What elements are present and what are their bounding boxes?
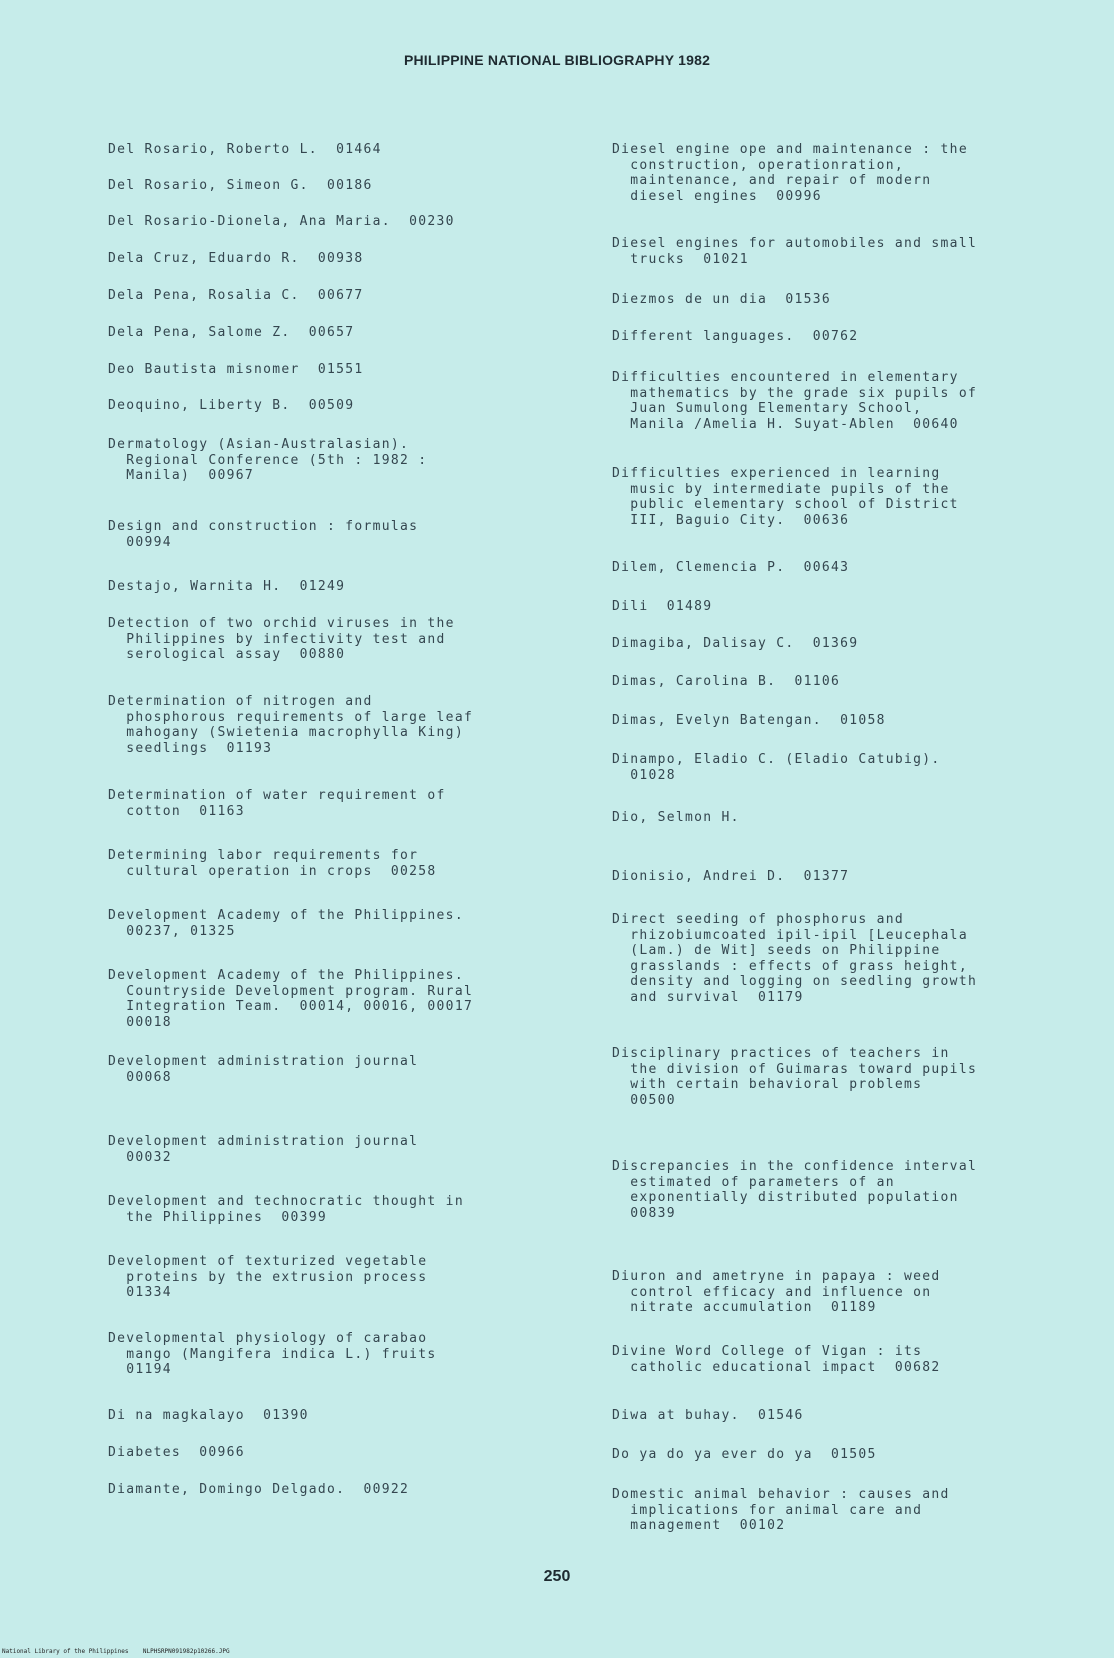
index-entry: Dio, Selmon H.	[612, 810, 740, 825]
index-entry: Determination of nitrogen and phosphorous requirements of large leaf mahogany (Swietenia macrophylla King) seedlings 01193	[108, 694, 474, 756]
index-entry: Development and technocratic thought in the Philippines 00399	[108, 1194, 464, 1225]
index-entry: Development Academy of the Philippines. 00237, 01325	[108, 908, 464, 939]
index-entry: Disciplinary practices of teachers in the division of Guimaras toward pupils with certain behavioral problems 00500	[612, 1046, 978, 1108]
index-entry: Determination of water requirement of cotton 01163	[108, 788, 446, 819]
index-entry: Diamante, Domingo Delgado. 00922	[108, 1482, 410, 1497]
index-entry: Developmental physiology of carabao mango (Mangifera indica L.) fruits 01194	[108, 1331, 437, 1377]
index-entry: Diabetes 00966	[108, 1445, 245, 1460]
index-entry: Development administration journal 00068	[108, 1054, 419, 1085]
index-entry: Dela Pena, Salome Z. 00657	[108, 325, 355, 340]
page-number: 250	[543, 1568, 571, 1585]
index-entry: Domestic animal behavior : causes and implications for animal care and management 00102	[612, 1487, 950, 1533]
index-entry: Dimas, Evelyn Batengan. 01058	[612, 713, 886, 728]
index-entry: Direct seeding of phosphorus and rhizobiumcoated ipil-ipil [Leucephala (Lam.) de Wit] seeds on Philippine grasslands : effects of grass height, density and logging on seedling growth and survival 01179	[612, 912, 978, 1005]
index-entry: Difficulties experienced in learning music by intermediate pupils of the public elementary school of District III, Baguio City. 00636	[612, 466, 959, 528]
index-entry: Do ya do ya ever do ya 01505	[612, 1447, 877, 1462]
index-entry: Dilem, Clemencia P. 00643	[612, 560, 850, 575]
index-entry: Detection of two orchid viruses in the Philippines by infectivity test and serological assay 00880	[108, 616, 455, 662]
index-entry: Dinampo, Eladio C. (Eladio Catubig). 01028	[612, 752, 941, 783]
index-entry: Difficulties encountered in elementary mathematics by the grade six pupils of Juan Sumulong Elementary School, Manila /Amelia H. Suyat-Ablen 00640	[612, 370, 978, 432]
index-entry: Dela Pena, Rosalia C. 00677	[108, 288, 364, 303]
index-entry: Dela Cruz, Eduardo R. 00938	[108, 251, 364, 266]
index-entry: Development Academy of the Philippines. Countryside Development program. Rural Integration Team. 00014, 00016, 00017 00018	[108, 968, 474, 1030]
index-entry: Dili 01489	[612, 599, 713, 614]
index-entry: Deoquino, Liberty B. 00509	[108, 398, 355, 413]
index-entry: Del Rosario-Dionela, Ana Maria. 00230	[108, 214, 455, 229]
index-entry: Destajo, Warnita H. 01249	[108, 579, 346, 594]
index-entry: Dermatology (Asian-Australasian). Regional Conference (5th : 1982 : Manila) 00967	[108, 437, 428, 483]
index-entry: Determining labor requirements for cultural operation in crops 00258	[108, 848, 437, 879]
index-entry: Diezmos de un dia 01536	[612, 292, 832, 307]
scan-provenance-caption: National Library of the Philippines NLPHSRPN091982p10266.JPG	[2, 1648, 230, 1655]
page-header: PHILIPPINE NATIONAL BIBLIOGRAPHY 1982	[403, 52, 711, 68]
index-entry: Diesel engine ope and maintenance : the construction, operationration, maintenance, and repair of modern diesel engines 00996	[612, 142, 968, 204]
index-entry: Diesel engines for automobiles and small trucks 01021	[612, 236, 978, 267]
index-entry: Divine Word College of Vigan : its catholic educational impact 00682	[612, 1344, 941, 1375]
index-entry: Development of texturized vegetable proteins by the extrusion process 01334	[108, 1254, 428, 1300]
index-entry: Del Rosario, Roberto L. 01464	[108, 142, 382, 157]
index-entry: Diwa at buhay. 01546	[612, 1408, 804, 1423]
index-entry: Dionisio, Andrei D. 01377	[612, 869, 850, 884]
index-entry: Deo Bautista misnomer 01551	[108, 362, 364, 377]
index-entry: Del Rosario, Simeon G. 00186	[108, 178, 373, 193]
index-entry: Development administration journal 00032	[108, 1134, 419, 1165]
index-entry: Dimas, Carolina B. 01106	[612, 674, 841, 689]
index-entry: Diuron and ametryne in papaya : weed control efficacy and influence on nitrate accumulation 01189	[612, 1269, 941, 1315]
index-entry: Different languages. 00762	[612, 329, 859, 344]
index-entry: Discrepancies in the confidence interval estimated of parameters of an exponentially distributed population 00839	[612, 1159, 978, 1221]
index-entry: Design and construction : formulas 00994	[108, 519, 419, 550]
index-entry: Dimagiba, Dalisay C. 01369	[612, 636, 859, 651]
index-entry: Di na magkalayo 01390	[108, 1408, 309, 1423]
